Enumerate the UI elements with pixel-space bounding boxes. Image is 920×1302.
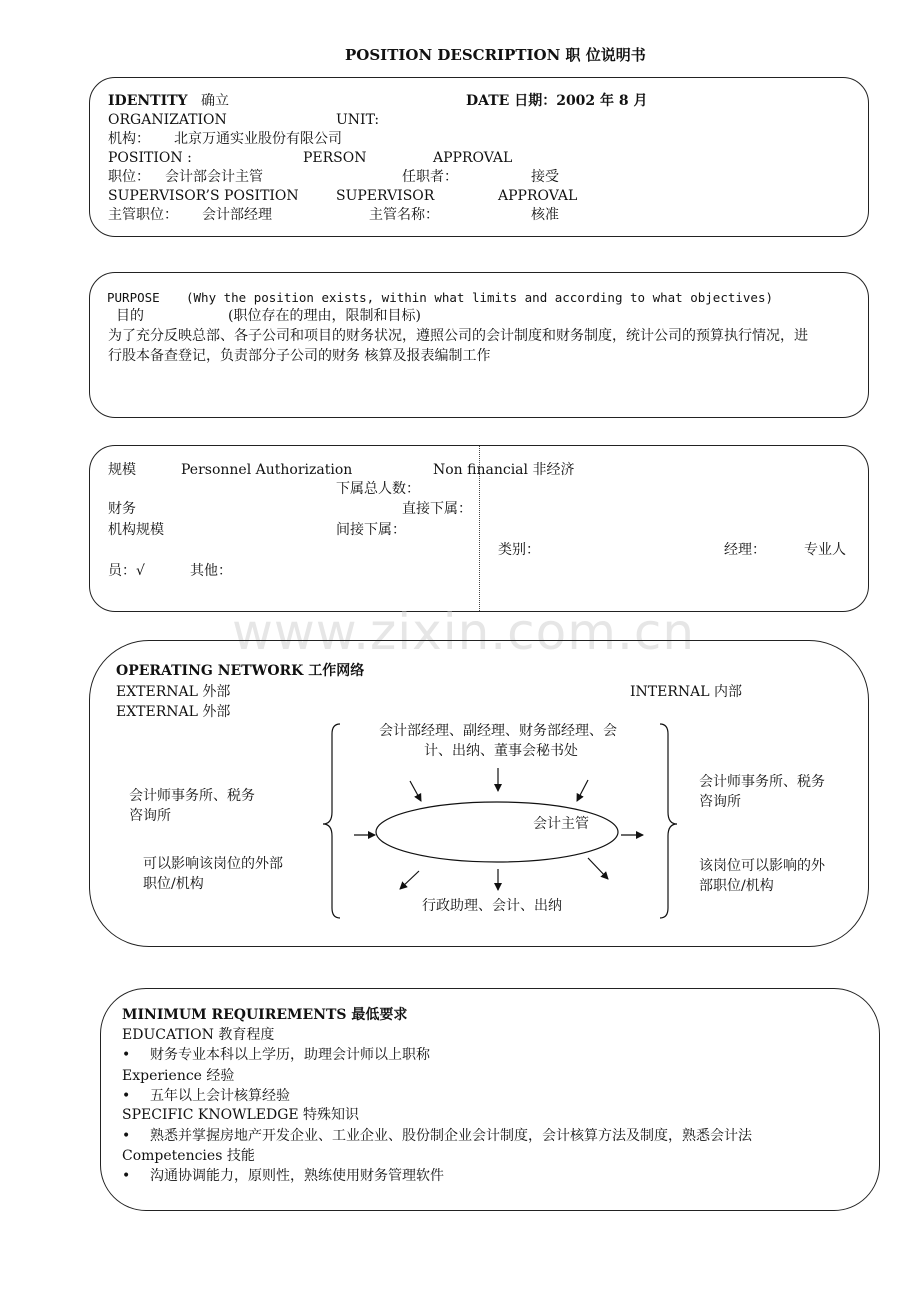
network-left-top-line-1: 会计师事务所、税务	[129, 788, 255, 804]
org-scale-label: 机构规模	[108, 522, 164, 538]
network-top-group-line-2: 计、出纳、董事会秘书处	[424, 743, 578, 759]
internal-label: INTERNAL 内部	[630, 684, 742, 700]
purpose-subtitle: (Why the position exists, within what limits and according to what objectives)	[186, 290, 773, 305]
unit-label: UNIT:	[336, 112, 380, 128]
network-right-bottom-line-2: 部职位/机构	[699, 878, 774, 894]
identity-heading: IDENTITY	[108, 93, 188, 109]
network-left-top-line-2: 咨询所	[129, 808, 171, 824]
purpose-subtitle-cn: (职位存在的理由，限制和目标)	[228, 308, 421, 324]
network-left-bottom-line-2: 职位/机构	[143, 876, 204, 892]
network-top-group-line-1: 会计部经理、副经理、财务部经理、会	[379, 723, 617, 739]
professional-label: 专业人	[804, 542, 846, 558]
competencies-label: Competencies 技能	[122, 1148, 255, 1164]
arrow-out-bottom-left-icon	[400, 871, 419, 889]
network-right-top-line-1: 会计师事务所、税务	[699, 774, 825, 790]
other-label: 其他：	[190, 563, 232, 579]
identity-heading-cn: 确立	[201, 93, 229, 109]
finance-label: 财务	[108, 501, 136, 517]
organization-label: ORGANIZATION	[108, 112, 227, 128]
left-brace-icon	[323, 724, 340, 918]
supervisor-position-cn-label: 主管职位：	[108, 207, 178, 223]
experience-label: Experience 经验	[122, 1068, 235, 1084]
network-left-bottom-line-1: 可以影响该岗位的外部	[143, 856, 283, 872]
manager-label: 经理：	[724, 542, 766, 558]
professional-check: 员：√	[108, 563, 145, 579]
person-cn-label: 任职者：	[402, 169, 458, 185]
right-brace-icon	[660, 724, 677, 918]
network-center-label: 会计主管	[533, 816, 589, 832]
purpose-heading: PURPOSE	[107, 290, 160, 305]
competencies-bullet: •	[122, 1168, 131, 1184]
experience-bullet: •	[122, 1088, 131, 1104]
arrow-out-bottom-right-icon	[588, 858, 608, 879]
supervisor-position-value: 会计部经理	[202, 207, 272, 223]
approval-cn: 接受	[531, 169, 559, 185]
category-label: 类别：	[498, 542, 540, 558]
education-bullet: •	[122, 1047, 131, 1063]
knowledge-item: 熟悉并掌握房地产开发企业、工业企业、股份制企业会计制度，会计核算方法及制度，熟悉会计法	[150, 1128, 752, 1144]
position-cn-label: 职位：	[108, 169, 150, 185]
external-label-1: EXTERNAL 外部	[116, 684, 231, 700]
indirect-subordinates-label: 间接下属：	[336, 522, 406, 538]
watermark: www.zixin.com.cn	[232, 603, 696, 661]
date-field: DATE 日期：2002 年 8 月	[466, 93, 648, 109]
person-label: PERSON	[303, 150, 367, 166]
network-heading: OPERATING NETWORK 工作网络	[116, 663, 365, 679]
knowledge-bullet: •	[122, 1128, 131, 1144]
network-right-top-line-2: 咨询所	[699, 794, 741, 810]
approval-label: APPROVAL	[433, 150, 513, 166]
supervisor-position-label: SUPERVISOR’S POSITION	[108, 188, 299, 204]
competencies-item: 沟通协调能力，原则性，熟练使用财务管理软件	[150, 1168, 444, 1184]
education-label: EDUCATION 教育程度	[122, 1027, 275, 1043]
knowledge-label: SPECIFIC KNOWLEDGE 特殊知识	[122, 1107, 360, 1123]
arrow-in-top-left-icon	[410, 781, 421, 801]
purpose-text-line-2: 行股本备查登记，负责部分子公司的财务 核算及报表编制工作	[108, 348, 491, 364]
network-bottom-group: 行政助理、会计、出纳	[422, 898, 562, 914]
non-financial-label: Non financial 非经济	[433, 462, 575, 478]
external-label-2: EXTERNAL 外部	[116, 704, 231, 720]
experience-item: 五年以上会计核算经验	[150, 1088, 290, 1104]
position-value: 会计部会计主管	[165, 169, 263, 185]
direct-subordinates-label: 直接下属：	[402, 501, 472, 517]
purpose-heading-cn: 目的	[116, 308, 144, 324]
network-right-bottom-line-1: 该岗位可以影响的外	[699, 858, 825, 874]
page-title: POSITION DESCRIPTION 职 位说明书	[345, 46, 646, 64]
total-subordinates-label: 下属总人数：	[336, 481, 420, 497]
supervisor-label: SUPERVISOR	[336, 188, 435, 204]
supervisor-name-cn-label: 主管名称：	[369, 207, 439, 223]
approval-label-2: APPROVAL	[498, 188, 578, 204]
education-item: 财务专业本科以上学历，助理会计师以上职称	[150, 1047, 430, 1063]
organization-cn-label: 机构：	[108, 131, 150, 147]
arrow-in-top-right-icon	[577, 780, 588, 801]
organization-value: 北京万通实业股份有限公司	[174, 131, 342, 147]
personnel-authorization-label: Personnel Authorization	[181, 462, 353, 478]
scale-label: 规模	[108, 462, 136, 478]
purpose-text-line-1: 为了充分反映总部、各子公司和项目的财务状况，遵照公司的会计制度和财务制度，统计公司的预算执行情况，进	[108, 328, 808, 344]
position-label: POSITION :	[108, 150, 192, 166]
approval-cn-2: 核准	[531, 207, 559, 223]
requirements-heading: MINIMUM REQUIREMENTS 最低要求	[122, 1007, 408, 1023]
